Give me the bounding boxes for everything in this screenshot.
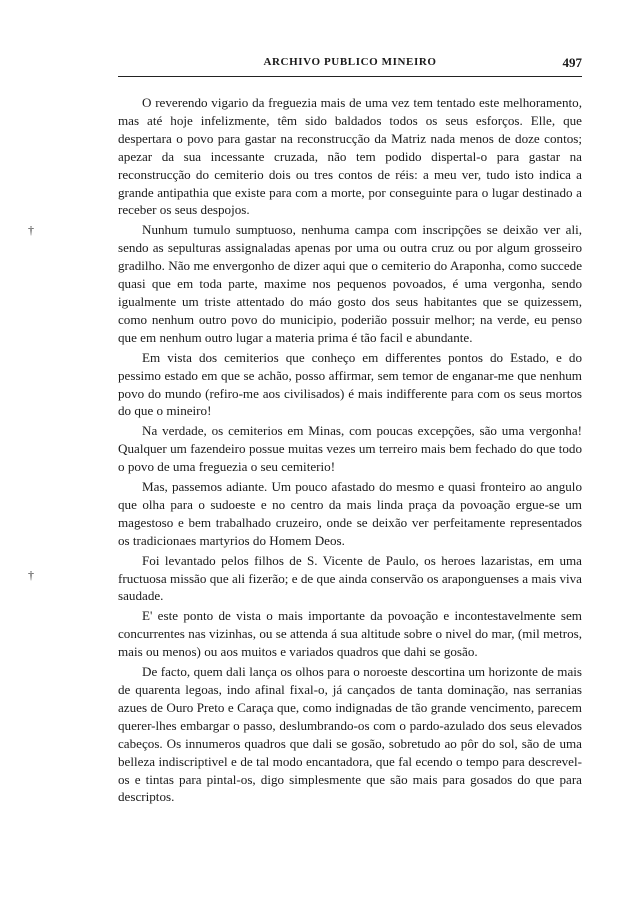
paragraph: E' este ponto de vista o mais importante da povoação e incontestavelmente sem concurrentes nas vizinhas, ou se attenda á sua altitude sobre o nivel do mar, (mil metros, mais ou menos) ou aos muitos e variados quadros que dahi se gosão. bbox=[118, 608, 582, 660]
paragraph: Nunhum tumulo sumptuoso, nenhuma campa com inscripções se deixão ver ali, sendo as sepulturas assignaladas apenas por uma ou outra cruz ou por algum grosseiro gradilho. Não me envergonho de dizer aqui que o cemiterio do Araponha, como succede quasi que em toda parte, maxime nos pequenos povoados, é uma vergonha, sendo igualmente um triste attentado do máo gosto dos seus habitantes que se quizessem, como nenhum outro povo do municipio, poderião possuir melhor; na verde, eu penso que em nenhum outro lugar a materia prima é tão facil e abundante. bbox=[118, 222, 582, 345]
body-text bbox=[118, 94, 582, 808]
paragraph: Na verdade, os cemiterios em Minas, com poucas excepções, são uma vergonha! Qualquer um fazendeiro possue muitas vezes um terreiro mais bem fechado do que todo o povo de uma freguezia o seu cemiterio! bbox=[118, 423, 582, 475]
page-header bbox=[118, 56, 582, 76]
header-rule bbox=[118, 76, 582, 77]
paragraph: Em vista dos cemiterios que conheço em differentes pontos do Estado, e do pessimo estado em que se achão, posso affirmar, sem temor de enganar-me que nenhum povo do mundo (refiro-me aos civilisados) é mais indifferente para com os seus mortos do que o mineiro! bbox=[118, 349, 582, 419]
running-title: ARCHIVO PUBLICO MINEIRO bbox=[263, 56, 437, 68]
paragraph: Mas, passemos adiante. Um pouco afastado do mesmo e quasi fronteiro ao angulo que olha para o sudoeste e no centro da mais linda praça da povoação ergue-se um magestoso e bem trabalhado cruzeiro, onde se deixão ver perfeitamente representados os tradicionaes martyrios do Homem Deos. bbox=[118, 479, 582, 548]
paragraph: O reverendo vigario da freguezia mais de uma vez tem tentado este melhoramento, mas até hoje infelizmente, têm sido baldados todos os seus esforços. Elle, que despertara o povo para gastar na reconstrucção da Matriz nada menos de doze contos; apezar da sua incessante cruzada, não tem podido dispertal-o para gastar na reconstrucção do cemiterio dois ou tres contos de réis: a meu ver, tudo isto indica a grande antipathia que existe para com a morte, por conseguinte para o lugar destinado a receber os seus despojos. bbox=[118, 95, 582, 218]
paragraph: De facto, quem dali lança os olhos para o noroeste descortina um horizonte de mais de quarenta legoas, indo afinal fixal-o, já cançados de tanta dominação, nas serranias azues de Ouro Preto e Caraça que, como indignadas de tão grande vencimento, parecem querer-lhes embargar o passo, deslumbrando-os com o pardo-azulado dos seus elevados cabeços. Os innumeros quadros que dali se gosão, sobretudo ao pôr do sol, são de uma belleza indiscriptivel e de tal modo encantadora, que fal ecendo o tempo para descrevel-os e tintas para pintal-os, digo simplesmente que são mais para gosados do que para descriptos. bbox=[118, 664, 582, 805]
paragraph: Foi levantado pelos filhos de S. Vicente de Paulo, os heroes lazaristas, em uma fructuosa missão que ali fizerão; e de que ainda conservão os araponguenses a mais viva saudade. bbox=[118, 552, 582, 604]
page-number: 497 bbox=[562, 55, 582, 70]
margin-mark: † bbox=[28, 568, 34, 582]
margin-mark: † bbox=[28, 223, 34, 237]
